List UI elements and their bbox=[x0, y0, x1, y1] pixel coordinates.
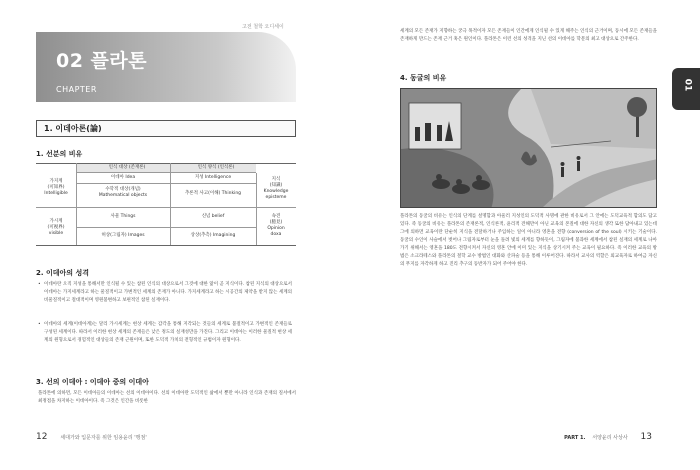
part-title: 서양윤리 사상사 bbox=[592, 435, 628, 441]
footer-right bbox=[564, 432, 652, 442]
table-cell: 신념 belief bbox=[201, 214, 225, 219]
subsection-heading-1: 1. 선분의 비유 bbox=[36, 150, 83, 158]
bullet-paragraph: • 이데아의 세계(이데아계)는 달리 가시세계는 현상 세계는 감각을 통해 지각되는 것들의 세계로 불절적이고 가변적인 존재들로 구성된 세계이다. 따라서 이러한 현상 세계의 존재들은 낮은 정도의 실재성만을 가진다. 그리고 이데아는 이러한 물질적 현상 세계의 원형으로서 경험적인 대상들의 존재 근원이며, 또한 도덕적 가치의 전형적인 규범이자 원형이다. bbox=[38, 321, 292, 345]
paragraph: 플라톤의 동굴의 비유는 인식의 단계를 설명함과 아울러 지성인의 도덕적 사명에 관한 비유로서 그 안에는 도덕교육적 함의도 담고 있다. 즉 동굴의 비유는 플라톤의 존재론적, 인식론적, 윤리적 견해만이 아닌 교육의 본질에 대한 자신의 생각 또한 담아내고 있는데 그에 의하면 교육이란 단순히 지식을 전달하거나 주입하는 일이 아니라 영혼을 전향 (conversion of the soul) 시키는 기술이다. 동굴의 수인이 사슬에서 벗어나 그림자로부터 눈을 돌려 빛의 세계를 향하듯이, 그림자에 불과한 세계에서 참된 실재의 세계로 나아가기 위해서는 영혼을 180도 전향시켜서 자신의 영혼 안에 이미 있는 지식을 상기시켜 주는 교육이 필요하다. 즉 이러한 교육의 방법은 소크라테스와 플라톤의 철학 교수 방법인 대화와 산파술 등을 통해 이루어진다. 따라서 교사의 역할은 외교육자로 하여금 자신의 무지를 자각하게 하고 진리 추구의 동반자가 되어 주어야 한다. bbox=[400, 214, 657, 267]
table-cell: 상상(추측) Imagining bbox=[190, 233, 236, 238]
table-col-header: 인식 대상 (존재론) bbox=[108, 165, 146, 170]
subsection-heading-2: 2. 이데아의 성격 bbox=[36, 269, 89, 277]
section-title: 1. 이데아론(論) bbox=[44, 124, 102, 133]
table-cell: 허상(그림자) Images bbox=[101, 233, 145, 238]
chapter-side-tab bbox=[672, 68, 700, 110]
table-right-label: 지식 (知識) Knowledge episteme bbox=[263, 177, 289, 200]
paragraph: 세계의 모든 존재가 지향하는 궁극 목적이자 모든 존재들이 인간에게 인식될 수 있게 해주는 인식의 근거이며, 동시에 모든 존재들을 존재하게 만드는 존재 근거 혹은 원인이다. 플라톤은 이런 선의 성격을 지닌 선의 이데아를 학문의 최고 대상으로 간주한다. bbox=[400, 29, 657, 42]
subsection-heading-3: 3. 선의 이데아 : 이데아 중의 이데아 bbox=[36, 378, 149, 386]
page-number: 13 bbox=[640, 432, 652, 442]
footer-left bbox=[36, 432, 147, 442]
table-cell: 수학적 대상(개념) Mathematical objects bbox=[98, 187, 148, 198]
table-cell: 이데아 Idea bbox=[110, 175, 136, 180]
table-cell: 사물 Things bbox=[110, 214, 136, 219]
subsection-heading-4: 4. 동굴의 비유 bbox=[400, 74, 447, 82]
table-group-label: 가시계 (可視界) visible bbox=[47, 219, 65, 236]
side-tab-label: 01 bbox=[682, 78, 693, 92]
table-cell: 지성 Intelligence bbox=[194, 175, 232, 180]
chapter-title: 02 플라톤 bbox=[56, 50, 148, 72]
page-number: 12 bbox=[36, 432, 48, 442]
part-label: PART 1. bbox=[564, 435, 586, 441]
cave-allegory-illustration bbox=[400, 88, 657, 208]
footer-title: 세대가와 입문자를 위한 임용윤리 '맹점' bbox=[60, 435, 147, 441]
table-cell: 추론적 사고(이해) Thinking bbox=[184, 191, 242, 196]
table-col-header: 인식 양식 (인식론) bbox=[197, 165, 235, 170]
table-right-label: 속견 (臆見) Opinion doxa bbox=[267, 214, 285, 237]
divided-line-table bbox=[36, 163, 296, 258]
right-page bbox=[350, 0, 700, 470]
paragraph: 플라톤에 의하면, 모든 이데아들의 이데아는 선의 이데아이다. 선의 이데아란 도덕적인 삶에서 뿐만 아니라 인식과 존재의 질서에서 최정점을 차지하는 이데아이다. 즉 그것은 인간을 비롯한 bbox=[38, 391, 296, 404]
bullet-paragraph: • 이데아란 오직 지성을 통해서만 인식될 수 있는 참된 인식의 대상으로서 그것에 대한 앎이 곧 지식이다. 참된 지식의 대상으로서 이데아는 가지세계라고 하는 물질적이고 가변적인 세계의 존재가 아니다. 가지세계라고 하는 시공간의 제약을 받지 않는 세계의 비물질적이고 절대적이며 영원불변하고 보편적인 참된 실재이다. bbox=[38, 281, 292, 305]
chapter-label: CHAPTER bbox=[56, 85, 97, 94]
chapter-banner bbox=[36, 32, 296, 102]
table-group-label: 가지계 (可知界) Intelligible bbox=[44, 179, 68, 196]
section-heading-box bbox=[36, 120, 296, 137]
running-head: 고전 철학 오디세이 bbox=[242, 24, 284, 30]
